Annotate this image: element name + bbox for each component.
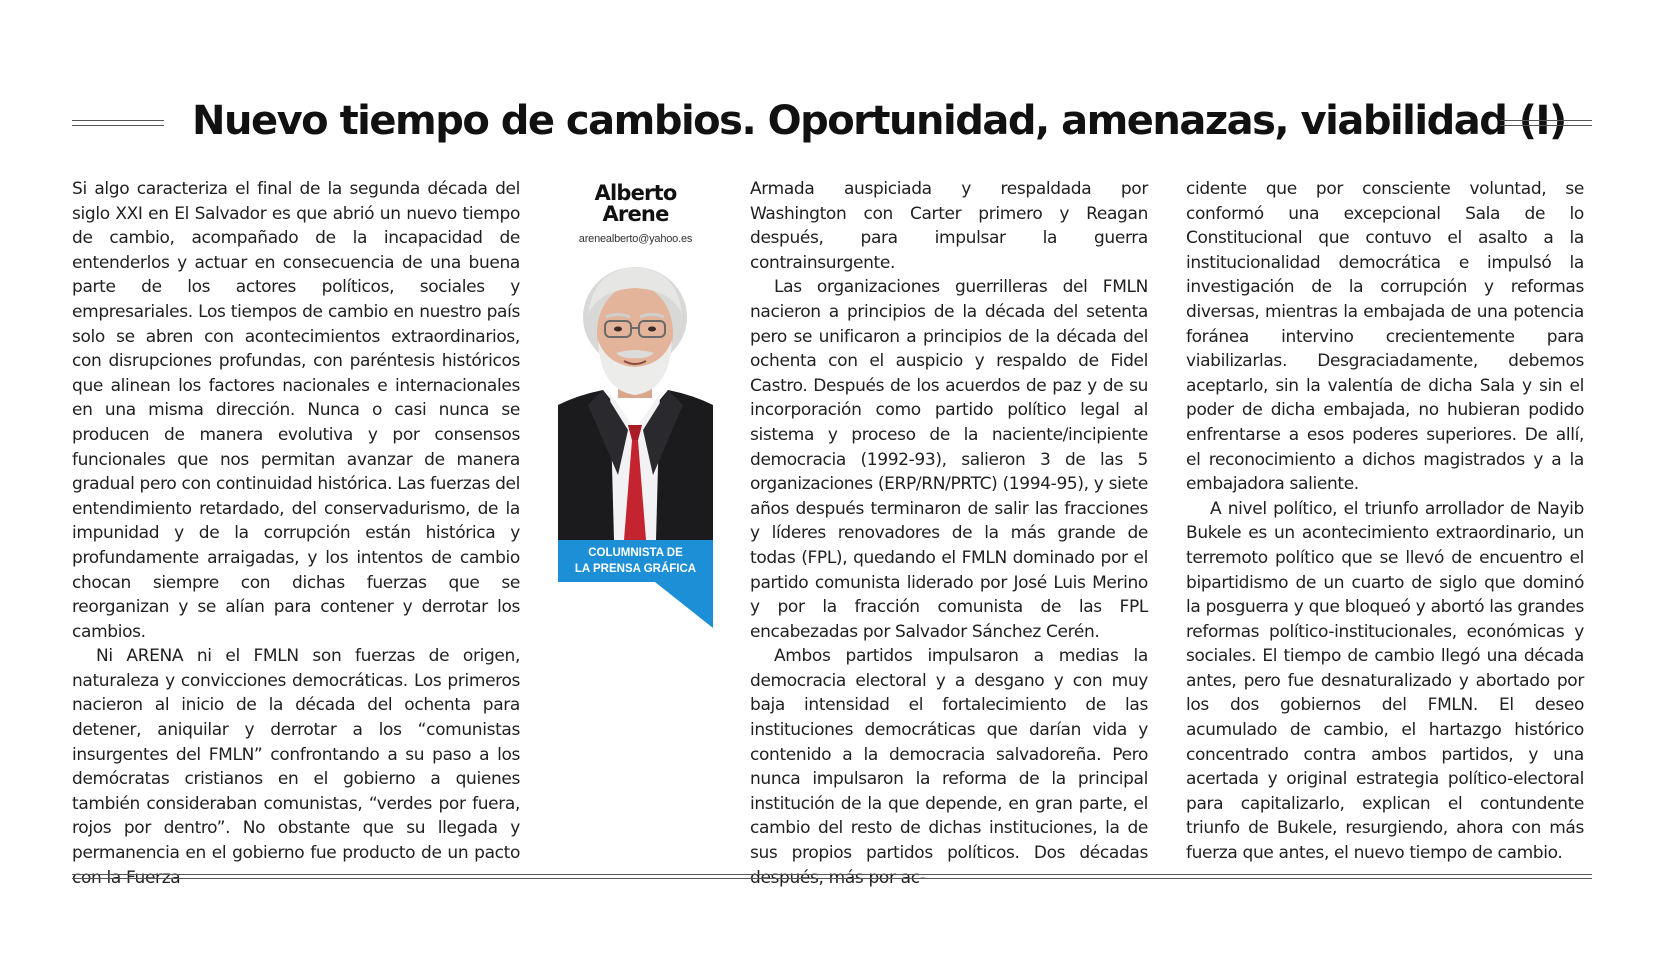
badge-flag-decoration (655, 582, 713, 628)
paragraph: Ni ARENA ni el FMLN son fuerzas de origen, naturaleza y convicciones democráticas. Los primeros nacieron al inicio de la década del ochenta para detener, aniquilar y derrotar a los “comunistas insurgentes del FMLN” confrontando a su paso a los demócratas cristianos en el gobierno a quienes también consideraban comunistas, “verdes por fuera, rojos por dentro”. No obstante que su llegada y permanencia en el gobierno fue producto de un pacto con la Fuerza (72, 646, 520, 888)
paragraph: Ambos partidos impulsaron a medias la democracia electoral y a desgano y con muy baja intensidad el fortalecimiento de las instituciones democráticas que darían vida y contenido a la democracia salvadoreña. Pero nunca impulsaron la reforma de la principal institución de la que depende, en gran parte, el cambio del resto de dichas instituciones, la de sus propios partidos políticos. Dos décadas después, más por ac- (750, 646, 1148, 888)
article-column-3 (750, 177, 1148, 890)
paragraph: cidente que por consciente voluntad, se conformó una excepcional Sala de lo Constitucional que contuvo el asalto a la institucionalidad democrática e impulsó la investigación de la corrupción y reformas diversas, mientras la embajada de una potencia foránea intervino crecientemente para viabilizarlas. Desgraciadamente, debemos aceptarlo, sin la valentía de dicha Sala y sin el poder de dicha embajada, no hubieran podido enfrentarse a esos poderes superiores. De allí, el reconocimiento a dichos magistrados y a la embajadora saliente. (1186, 179, 1584, 495)
author-portrait-illustration (558, 255, 713, 540)
author-photo (558, 255, 713, 540)
article-column-4 (1186, 177, 1584, 866)
badge-line-2: LA PRENSA GRÁFICA (574, 563, 697, 575)
article-title: Nuevo tiempo de cambios. Oportunidad, amenazas, viabilidad (I) (192, 98, 1566, 144)
paragraph: A nivel político, el triunfo arrollador de Nayib Bukele es un acontecimiento extraordinario, un terremoto político que se llevó de encuentro el bipartidismo de un cuarto de siglo que dominó la posguerra y que bloqueó y abortó las grandes reformas político-institucionales, económicas y sociales. El tiempo de cambio llegó una década antes, pero fue desnaturalizado y abortado por los dos gobiernos del FMLN. El deseo acumulado de cambio, el hartazgo histórico concentrado contra ambos partidos, y una acertada y original estrategia político-electoral para capitalizarlo, explican el contundente triunfo de Bukele, resurgiendo, ahora con más fuerza que antes, el nuevo tiempo de cambio. (1186, 498, 1584, 864)
author-name (558, 183, 713, 225)
title-rule-right (1500, 120, 1592, 126)
article-column-1 (72, 177, 520, 890)
paragraph: Si algo caracteriza el final de la segunda década del siglo XXI en El Salvador es que abrió un nuevo tiempo de cambio, acompañado de la incapacidad de entenderlos y actuar en consecuencia de una buena parte de los actores políticos, sociales y empresariales. Los tiempos de cambio en nuestro país solo se abren con acontecimientos extraordinarios, con disrupciones profundas, con paréntesis históricos que alinean los factores nacionales e internacionales en una misma dirección. Nunca o casi nunca se producen de manera evolutiva y por consensos funcionales que nos permitan avanzar de manera gradual pero con continuidad histórica. Las fuerzas del entendimiento retardado, del conservadurismo, de la impunidad y de la corrupción están histórica y profundamente arraigadas, y los intentos de cambio chocan siempre con dichas fuerzas que se reorganizan y se alían para contener y derrotar los cambios. (72, 179, 520, 642)
paragraph: Armada auspiciada y respaldada por Washington con Carter primero y Reagan después, para impulsar la guerra contrainsurgente. (750, 179, 1148, 273)
bottom-rule (72, 874, 1592, 879)
author-box (558, 183, 713, 628)
columnist-badge (558, 540, 713, 582)
headline-row (72, 92, 1592, 152)
author-last-name: Arene (602, 202, 669, 226)
paragraph: Las organizaciones guerrilleras del FMLN nacieron a principios de la década del setenta pero se unificaron a principios de la década del ochenta con el auspicio y respaldo de Fidel Castro. Después de los acuerdos de paz y de su incorporación como partido político legal al sistema y proceso de la naciente/incipiente democracia (1992-93), salieron 3 de las 5 organizaciones (ERP/RN/PRTC) (1994-95), y siete años después terminaron de salir las fracciones y líderes renovadores de la más grande de todas (FPL), quedando el FMLN dominado por el partido comunista liderado por José Luis Merino y por la fracción comunista de las FPL encabezadas por Salvador Sánchez Cerén. (750, 277, 1148, 642)
author-email: arenealberto@yahoo.es (578, 233, 693, 245)
badge-line-1: COLUMNISTA DE (588, 547, 683, 559)
author-first-name: Alberto (594, 181, 677, 205)
title-rule-left (72, 120, 164, 126)
